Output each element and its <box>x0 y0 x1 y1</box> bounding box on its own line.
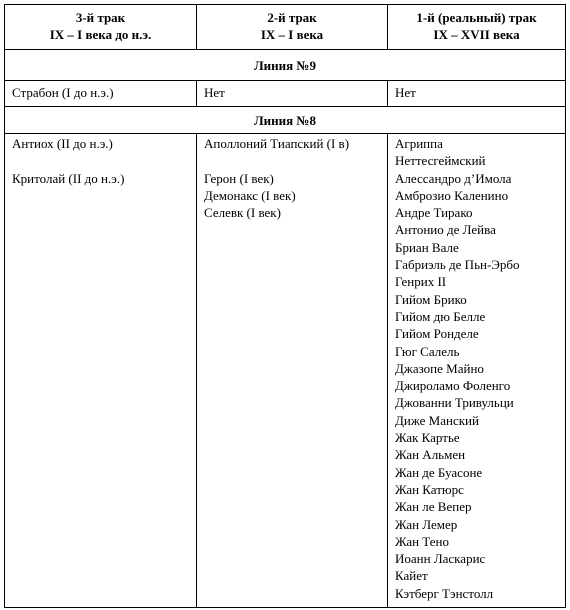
list-item: Джазопе Майно <box>395 360 484 376</box>
list-item: Иоанн Ласкарис <box>395 551 486 567</box>
header-track-2-period: IX – I века <box>260 27 324 42</box>
table-header-row <box>5 5 565 50</box>
list-item: Жан ле Вепер <box>395 499 472 515</box>
list-item: Гийом Брико <box>395 291 467 307</box>
list-item: Антиох (II до н.э.) <box>12 136 113 151</box>
list-item: Гюг Салель <box>395 343 460 359</box>
list-item: Бриан Вале <box>395 239 459 255</box>
list-item <box>204 152 349 169</box>
list-item: Кэтберг Тэнстолл <box>395 585 494 601</box>
list-item: Кайет <box>395 568 428 584</box>
list-item: Неттесгеймский <box>395 153 486 169</box>
list-item: Габриэль де Пьн-Эрбо <box>395 257 520 273</box>
list-item: Жан Альмен <box>395 447 466 463</box>
list-item: Андре Тирако <box>395 205 473 221</box>
section-title-line-9: Линия №9 <box>253 58 316 73</box>
row-divider <box>5 133 565 134</box>
list-item: Жан Тено <box>395 533 449 549</box>
section-title-line-8: Линия №8 <box>253 113 316 128</box>
header-track-3-title: 3-й трак <box>75 10 126 25</box>
list-item: Гийом Ронделе <box>395 326 479 342</box>
column-divider <box>196 133 197 608</box>
header-track-1 <box>388 5 565 49</box>
header-track-2-title: 2-й трак <box>267 10 317 25</box>
list-item: Жан де Буасоне <box>395 464 483 480</box>
list-item: Герон (I век) <box>204 170 274 186</box>
list-item: Селевк (I век) <box>204 205 281 221</box>
row-divider <box>5 80 565 81</box>
column-divider <box>196 5 197 49</box>
list-item: Критолай (II до н.э.) <box>12 170 125 186</box>
list-item: Антонио де Лейва <box>395 222 496 238</box>
list-item <box>12 152 124 169</box>
list-item: Аполлоний Тиапский (I в) <box>204 136 350 151</box>
column-divider <box>387 133 388 608</box>
list-item: Гийом дю Белле <box>395 308 486 324</box>
list-item: Жан Лемер <box>395 516 458 532</box>
header-track-1-period: IX – XVII века <box>433 27 520 42</box>
header-track-2 <box>197 5 387 49</box>
header-track-1-title: 1-й (реальный) трак <box>416 10 537 25</box>
row-divider <box>5 106 565 107</box>
column-divider <box>387 80 388 106</box>
line-9-track-3-cell <box>12 84 114 101</box>
line-8-track-2-cell <box>204 135 349 221</box>
list-item: Нет <box>204 85 225 100</box>
list-item: Джироламо Фоленго <box>395 378 511 394</box>
column-divider <box>387 5 388 49</box>
chronology-table <box>4 4 566 608</box>
line-8-track-1-cell <box>395 135 519 602</box>
list-item: Агриппа <box>395 136 443 151</box>
list-item: Жан Катюрс <box>395 481 464 497</box>
header-track-3-period: IX – I века до н.э. <box>49 27 152 42</box>
list-item: Алессандро д’Имола <box>395 170 512 186</box>
list-item: Генрих II <box>395 274 447 290</box>
line-9-track-1-cell <box>395 84 416 101</box>
list-item: Жак Картье <box>395 430 460 446</box>
header-track-3 <box>5 5 196 49</box>
list-item: Нет <box>395 85 416 100</box>
column-divider <box>196 80 197 106</box>
list-item: Демонакс (I век) <box>204 187 296 203</box>
line-8-track-3-cell <box>12 135 124 187</box>
list-item: Диже Манский <box>395 412 479 428</box>
line-9-track-2-cell <box>204 84 225 101</box>
list-item: Амброзио Каленино <box>395 187 509 203</box>
list-item: Страбон (I до н.э.) <box>12 85 114 100</box>
list-item: Джованни Тривульци <box>395 395 514 411</box>
